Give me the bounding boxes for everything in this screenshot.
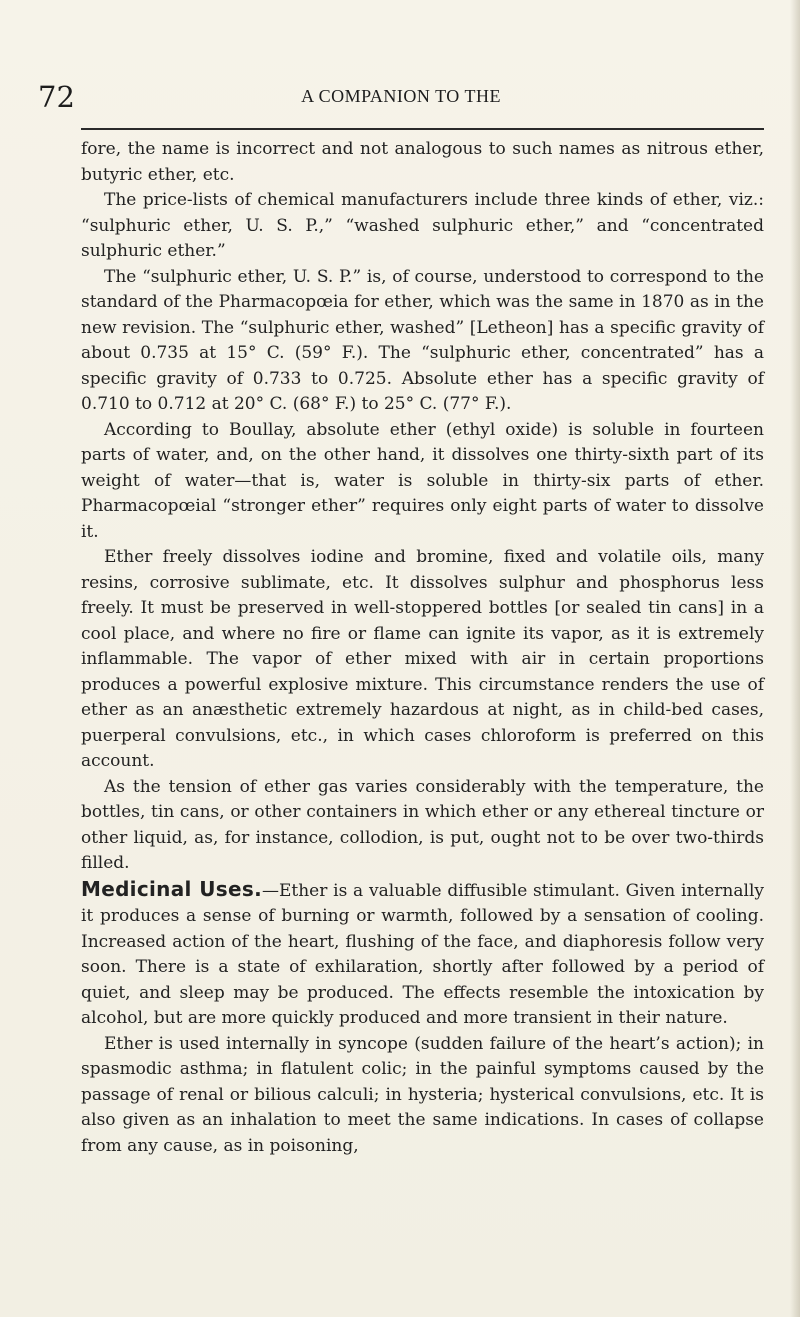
page-number: 72	[38, 80, 75, 114]
paragraph: As the tension of ether gas varies considerably with the temperature, the bottles, tin cans, or other containers in which ether or any ethereal tincture or other liquid, as, for instance, collodion, is put, ought not to be over two-thirds filled.	[81, 776, 764, 873]
running-title: A COMPANION TO THE	[301, 86, 501, 106]
paragraph: fore, the name is incorrect and not analogous to such names as nitrous ether, butyric ether, etc.	[81, 139, 764, 185]
paragraph: The price-lists of chemical manufacturers include three kinds of ether, viz.: “sulphuric ether, U. S. P.,” “washed sulphuric ether,” and “concentrated sulphuric ether.”	[81, 190, 764, 261]
paragraph-medicinal-uses	[81, 877, 764, 1032]
paragraph: According to Boullay, absolute ether (ethyl oxide) is soluble in fourteen parts of water, and, on the other hand, it dissolves one thirty-sixth part of its weight of water—that is, water is soluble in thirty-six parts of ether. Pharmacopœial “stronger ether” requires only eight parts of water to dissolve it.	[81, 419, 764, 542]
paragraph: Ether is used internally in syncope (sudden failure of the heart’s action); in spasmodic asthma; in flatulent colic; in the painful symptoms caused by the passage of renal or bilious calculi; in hysteria; hysterical convulsions, etc. It is also given as an inhalation to meet the same indications. In cases of collapse from any cause, as in poisoning,	[81, 1033, 764, 1156]
header-rule	[81, 128, 764, 130]
paragraph: The “sulphuric ether, U. S. P.” is, of course, understood to correspond to the standard of the Pharmacopœia for ether, which was the same in 1870 as in the new revision. The “sulphuric ether, washed” [Letheon] has a specific gravity of about 0.735 at 15° C. (59° F.). The “sulphuric ether, concentrated” has a specific gravity of 0.733 to 0.725. Absolute ether has a specific gravity of 0.710 to 0.712 at 20° C. (68° F.) to 25° C. (77° F.).	[81, 266, 764, 414]
page-edge-shadow	[790, 0, 800, 1317]
paragraph-text: —Ether is a valuable diffusible stimulant. Given internally it produces a sense of burning or warmth, followed by a sensation of cooling. Increased action of the heart, flushing of the face, and diaphoresis follow very soon. There is a state of exhilaration, shortly after followed by a period of quiet, and sleep may be produced. The effects resemble the intoxication by alcohol, but are more quickly produced and more transient in their nature.	[81, 880, 764, 1028]
section-heading: Medicinal Uses.	[81, 876, 262, 901]
page-header	[38, 80, 764, 114]
paragraph: Ether freely dissolves iodine and bromine, fixed and volatile oils, many resins, corrosive sublimate, etc. It dissolves sulphur and phosphorus less freely. It must be preserved in well-stoppered bottles [or sealed tin cans] in a cool place, and where no fire or flame can ignite its vapor, as it is extremely inflammable. The vapor of ether mixed with air in certain proportions produces a powerful explosive mixture. This circumstance renders the use of ether as an anæsthetic extremely hazardous at night, as in child-bed cases, puerperal convulsions, etc., in which cases chloroform is preferred on this account.	[81, 547, 764, 771]
body-text	[81, 137, 764, 1159]
